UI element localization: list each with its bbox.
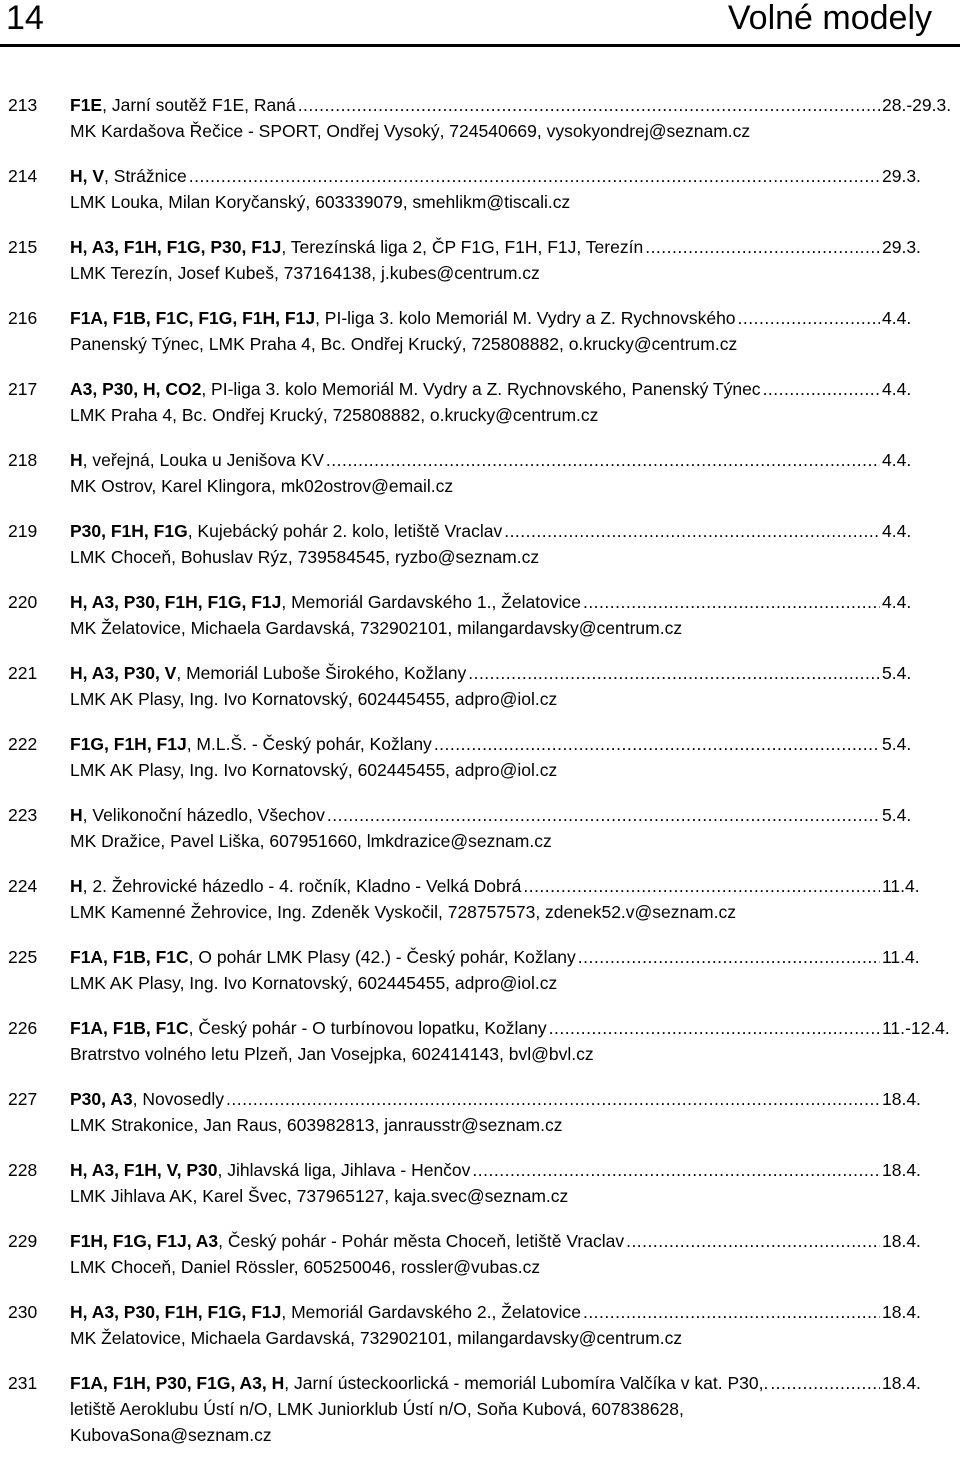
entry-categories: H — [70, 450, 83, 470]
entry-organizer: LMK Praha 4, Bc. Ondřej Krucký, 725808882, o.krucky@centrum.cz — [70, 405, 599, 425]
entry-number: 220 — [8, 592, 38, 612]
entry-title — [70, 802, 325, 828]
entry-number: 213 — [8, 95, 38, 115]
entry-date: 11.4. — [882, 876, 920, 896]
entry-date: 18.4. — [882, 1231, 921, 1251]
event-entry — [0, 1157, 960, 1228]
entry-number: 230 — [8, 1302, 38, 1322]
event-entry — [0, 518, 960, 589]
entry-number: 219 — [8, 521, 38, 541]
entry-organizer: LMK Louka, Milan Koryčanský, 603339079, smehlikm@tiscali.cz — [70, 192, 571, 212]
entry-date: 18.4. — [882, 1160, 921, 1180]
entry-headline — [70, 92, 952, 118]
dot-leader — [523, 873, 880, 899]
entry-categories: F1G, F1H, F1J — [70, 734, 187, 754]
entry-categories: A3, P30, H, CO2 — [70, 379, 202, 399]
entry-categories: H, A3, P30, F1H, F1G, F1J — [70, 1302, 282, 1322]
event-entry — [0, 1370, 960, 1460]
entry-categories: F1A, F1B, F1C — [70, 1018, 189, 1038]
entry-number: 223 — [8, 805, 38, 825]
entry-categories: H, A3, P30, V — [70, 663, 177, 683]
dot-leader — [298, 92, 880, 118]
entry-title — [70, 589, 581, 615]
entry-organizer: MK Kardašova Řečice - SPORT, Ondřej Vysoký, 724540669, vysokyondrej@seznam.cz — [70, 121, 751, 141]
entry-categories: P30, F1H, F1G — [70, 521, 188, 541]
entry-number: 215 — [8, 237, 38, 257]
entry-date: 4.4. — [882, 308, 912, 328]
entry-date: 18.4. — [882, 1302, 921, 1322]
entry-title — [70, 518, 502, 544]
entry-organizer: LMK Choceň, Bohuslav Rýz, 739584545, ryzbo@seznam.cz — [70, 547, 540, 567]
entry-organizer: LMK Terezín, Josef Kubeš, 737164138, j.kubes@centrum.cz — [70, 263, 540, 283]
entry-headline — [70, 1015, 950, 1041]
event-entry — [0, 1015, 960, 1086]
event-entry — [0, 731, 960, 802]
event-entry — [0, 1228, 960, 1299]
entry-number: 221 — [8, 663, 38, 683]
entry-number: 227 — [8, 1089, 38, 1109]
entry-date: 11.4. — [882, 947, 920, 967]
entry-title — [70, 163, 187, 189]
entry-headline — [70, 376, 930, 402]
entry-organizer: MK Dražice, Pavel Liška, 607951660, lmkdrazice@seznam.cz — [70, 831, 552, 851]
entry-headline — [70, 1299, 930, 1325]
entry-categories: P30, A3 — [70, 1089, 133, 1109]
event-entry — [0, 447, 960, 518]
page-number: 14 — [6, 0, 44, 37]
event-list — [0, 92, 960, 1460]
entry-description: , Velikonoční házedlo, Všechov — [82, 805, 325, 825]
entry-number: 229 — [8, 1231, 38, 1251]
entry-title — [70, 1370, 768, 1396]
entry-categories: H — [70, 876, 83, 896]
event-entry — [0, 944, 960, 1015]
entry-headline — [70, 944, 930, 970]
entry-description: , Jarní ústeckoorlická - memoriál Lubomíra Valčíka v kat. P30,. — [284, 1373, 769, 1393]
event-entry — [0, 589, 960, 660]
dot-leader — [326, 447, 880, 473]
dot-leader — [763, 376, 880, 402]
entry-title — [70, 1157, 470, 1183]
event-entry — [0, 92, 960, 163]
entry-title — [70, 731, 432, 757]
dot-leader — [189, 163, 880, 189]
entry-description: , M.L.Š. - Český pohár, Kožlany — [186, 734, 432, 754]
page-header — [0, 0, 960, 46]
entry-title — [70, 1299, 581, 1325]
entry-categories: H, A3, F1H, F1G, P30, F1J — [70, 237, 282, 257]
entry-number: 217 — [8, 379, 38, 399]
entry-date: 5.4. — [882, 663, 912, 683]
entry-title — [70, 660, 466, 686]
entry-date: 29.3. — [882, 166, 921, 186]
entry-organizer: MK Želatovice, Michaela Gardavská, 732902101, milangardavsky@centrum.cz — [70, 1328, 683, 1348]
entry-description: , Novosedly — [132, 1089, 225, 1109]
entry-title — [70, 234, 643, 260]
entry-categories: F1A, F1B, F1C — [70, 947, 189, 967]
entry-title — [70, 1228, 624, 1254]
entry-organizer: LMK Strakonice, Jan Raus, 603982813, janrausstr@seznam.cz — [70, 1115, 563, 1135]
dot-leader — [626, 1228, 880, 1254]
entry-organizer: Panenský Týnec, LMK Praha 4, Bc. Ondřej Krucký, 725808882, o.krucky@centrum.cz — [70, 334, 738, 354]
entry-categories: F1A, F1B, F1C, F1G, F1H, F1J — [70, 308, 316, 328]
entry-date: 5.4. — [882, 805, 912, 825]
entry-title — [70, 944, 576, 970]
entry-number: 216 — [8, 308, 38, 328]
entry-headline — [70, 1157, 930, 1183]
entry-date: 11.-12.4. — [882, 1018, 950, 1038]
entry-organizer: LMK Kamenné Žehrovice, Ing. Zdeněk Vyskočil, 728757573, zdenek52.v@seznam.cz — [70, 902, 736, 922]
entry-organizer-contact: KubovaSona@seznam.cz — [70, 1425, 272, 1445]
entry-headline — [70, 802, 930, 828]
entry-headline — [70, 163, 930, 189]
entry-categories: F1E — [70, 95, 103, 115]
entry-description: , Terezínská liga 2, ČP F1G, F1H, F1J, Terezín — [281, 237, 644, 257]
header-rule — [0, 44, 960, 47]
entry-description: , Strážnice — [104, 166, 187, 186]
entry-number: 214 — [8, 166, 38, 186]
entry-description: , PI-liga 3. kolo Memoriál M. Vydry a Z. Rychnovského — [315, 308, 736, 328]
entry-date: 4.4. — [882, 592, 912, 612]
entry-date: 18.4. — [882, 1373, 921, 1393]
entry-categories: F1H, F1G, F1J, A3 — [70, 1231, 219, 1251]
entry-title — [70, 376, 761, 402]
entry-number: 218 — [8, 450, 38, 470]
event-entry — [0, 305, 960, 376]
entry-organizer: letiště Aeroklubu Ústí n/O, LMK Juniorklub Ústí n/O, Soňa Kubová, 607838628, — [70, 1399, 684, 1419]
entry-categories: H — [70, 805, 83, 825]
entry-headline — [70, 1086, 930, 1112]
entry-description: , Jarní soutěž F1E, Raná — [102, 95, 296, 115]
dot-leader — [738, 305, 880, 331]
entry-description: , Memoriál Gardavského 2., Želatovice — [281, 1302, 581, 1322]
event-entry — [0, 1086, 960, 1157]
entry-number: 222 — [8, 734, 38, 754]
event-entry — [0, 873, 960, 944]
entry-description: , O pohár LMK Plasy (42.) - Český pohár, Kožlany — [188, 947, 576, 967]
entry-title — [70, 1015, 547, 1041]
entry-date: 18.4. — [882, 1089, 921, 1109]
entry-description: , Český pohár - Pohár města Choceň, letiště Vraclav — [218, 1231, 625, 1251]
entry-number: 225 — [8, 947, 38, 967]
entry-title — [70, 92, 296, 118]
section-title: Volné modely — [727, 0, 932, 37]
entry-categories: H, V — [70, 166, 105, 186]
dot-leader — [583, 1299, 880, 1325]
entry-headline — [70, 589, 930, 615]
entry-date: 4.4. — [882, 450, 912, 470]
entry-organizer: MK Ostrov, Karel Klingora, mk02ostrov@email.cz — [70, 476, 454, 496]
dot-leader — [583, 589, 880, 615]
entry-headline — [70, 873, 930, 899]
entry-organizer: LMK Choceň, Daniel Rössler, 605250046, rossler@vubas.cz — [70, 1257, 541, 1277]
entry-headline — [70, 447, 930, 473]
entry-title — [70, 1086, 224, 1112]
entry-headline — [70, 305, 930, 331]
dot-leader — [770, 1370, 880, 1396]
entry-description: , Memoriál Gardavského 1., Želatovice — [281, 592, 581, 612]
entry-headline — [70, 660, 930, 686]
entry-date: 28.-29.3. — [882, 95, 952, 115]
entry-description: , Jihlavská liga, Jihlava - Henčov — [217, 1160, 471, 1180]
entry-organizer: LMK AK Plasy, Ing. Ivo Kornatovský, 602445455, adpro@iol.cz — [70, 760, 558, 780]
entry-date: 29.3. — [882, 237, 921, 257]
entry-headline — [70, 731, 930, 757]
dot-leader — [578, 944, 880, 970]
event-entry — [0, 234, 960, 305]
entry-description: , veřejná, Louka u Jenišova KV — [82, 450, 324, 470]
entry-categories: H, A3, P30, F1H, F1G, F1J — [70, 592, 282, 612]
entry-organizer: MK Želatovice, Michaela Gardavská, 732902101, milangardavsky@centrum.cz — [70, 618, 683, 638]
event-entry — [0, 802, 960, 873]
entry-number: 228 — [8, 1160, 38, 1180]
event-entry — [0, 163, 960, 234]
entry-date: 5.4. — [882, 734, 912, 754]
entry-date: 4.4. — [882, 521, 912, 541]
entry-headline — [70, 518, 930, 544]
event-entry — [0, 376, 960, 447]
event-entry — [0, 1299, 960, 1370]
entry-description: , Kujebácký pohár 2. kolo, letiště Vraclav — [187, 521, 503, 541]
dot-leader — [327, 802, 880, 828]
entry-number: 226 — [8, 1018, 38, 1038]
entry-organizer: LMK AK Plasy, Ing. Ivo Kornatovský, 602445455, adpro@iol.cz — [70, 973, 558, 993]
entry-headline — [70, 1370, 930, 1396]
entry-organizer: LMK Jihlava AK, Karel Švec, 737965127, kaja.svec@seznam.cz — [70, 1186, 569, 1206]
entry-title — [70, 305, 736, 331]
entry-headline — [70, 1228, 930, 1254]
entry-number: 224 — [8, 876, 38, 896]
dot-leader — [504, 518, 880, 544]
entry-description: , 2. Žehrovické házedlo - 4. ročník, Kladno - Velká Dobrá — [82, 876, 522, 896]
entry-number: 231 — [8, 1373, 38, 1393]
dot-leader — [645, 234, 880, 260]
dot-leader — [549, 1015, 880, 1041]
entry-categories: H, A3, F1H, V, P30 — [70, 1160, 218, 1180]
entry-description: , Český pohár - O turbínovou lopatku, Kožlany — [188, 1018, 547, 1038]
entry-date: 4.4. — [882, 379, 912, 399]
entry-categories: F1A, F1H, P30, F1G, A3, H — [70, 1373, 285, 1393]
entry-organizer: Bratrstvo volného letu Plzeň, Jan Vosejpka, 602414143, bvl@bvl.cz — [70, 1044, 594, 1064]
entry-title — [70, 447, 324, 473]
dot-leader — [226, 1086, 880, 1112]
entry-title — [70, 873, 521, 899]
entry-description: , PI-liga 3. kolo Memoriál M. Vydry a Z. Rychnovského, Panenský Týnec — [201, 379, 761, 399]
dot-leader — [472, 1157, 880, 1183]
event-entry — [0, 660, 960, 731]
entry-description: , Memoriál Luboše Širokého, Kožlany — [176, 663, 467, 683]
entry-headline — [70, 234, 930, 260]
entry-organizer: LMK AK Plasy, Ing. Ivo Kornatovský, 602445455, adpro@iol.cz — [70, 689, 558, 709]
dot-leader — [468, 660, 880, 686]
dot-leader — [434, 731, 880, 757]
